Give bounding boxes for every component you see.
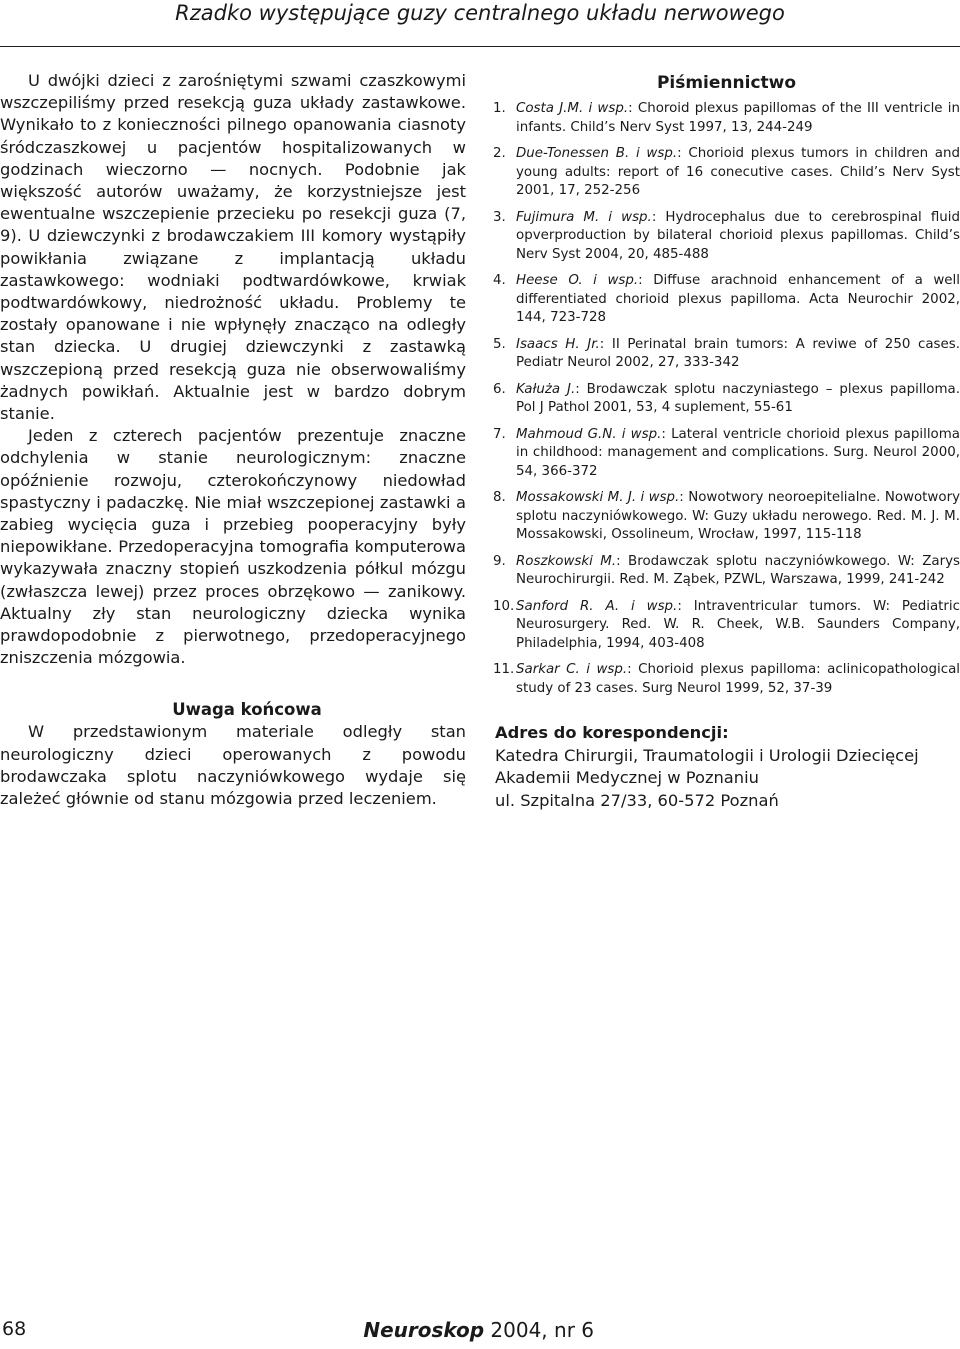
journal-footer — [363, 1318, 594, 1342]
address-line-3: ul. Szpitalna 27/33, 60-572 Poznań — [495, 790, 779, 810]
correspondence-address — [495, 722, 960, 812]
reference-item: 11. Sarkar C. i wsp.: Chorioid plexus papilloma: aclinicopathological study of 23 cases. Surg Neurol 1999, 52, 37-39 — [493, 662, 960, 696]
reference-item: 1. Costa J.M. i wsp.: Choroid plexus papillomas of the III ventricle in infants. Child’s Nerv Syst 1997, 13, 244-249 — [493, 101, 960, 135]
references-title: Piśmiennictwo — [656, 73, 797, 93]
left-column — [0, 70, 466, 810]
body-paragraph-1: U dwójki dzieci z zarośniętymi szwami czaszkowymi wszczepiliśmy przed resekcją guza układy zastawkowe. Wynikało to z konieczności pilnego opanowania ciasnoty śródczaszkowej u pacjentów hospitalizowanych w godzinach wieczorno — nocnych. Podobnie jak większość autorów uważamy, że korzystniejsze jest ewentualne wszczepienie przecieku po resekcji guza (7, 9). U dziewczynki z brodawczakiem III komory wystąpiły powikłania związane z implantacją układu zastawkowego: wodniaki podtwardówkowe, krwiak podtwardówkowy, niedrożność układu. Problemy te zostały opanowane i nie wpłynęły znacząco na odległy stan dziecka. U drugiej dziewczynki z zastawką wszczepioną przed resekcją guza nie obserwowaliśmy żadnych powikłań. Aktualnie jest w bardzo dobrym stanie. — [0, 71, 466, 424]
page-number: 68 — [2, 1318, 27, 1340]
conclusion-title: Uwaga końcowa — [172, 700, 322, 720]
running-head — [0, 0, 960, 47]
reference-item: 10. Sanford R. A. i wsp.: Intraventricular tumors. W: Pediatric Neurosurgery. Red. W. R. Cheek, W.B. Saunders Company, Philadelphia, 1994, 403-408 — [493, 598, 960, 651]
journal-name: Neuroskop — [363, 1318, 485, 1342]
address-line-1: Katedra Chirurgii, Traumatologii i Urologii Dziecięcej — [495, 745, 919, 765]
journal-issue: 2004, nr 6 — [484, 1318, 594, 1342]
reference-item: 3. Fujimura M. i wsp.: Hydrocephalus due to cerebrospinal fluid opverproduction by bilateral chorioid plexus papillomas. Child’s Nerv Syst 2004, 20, 485-488 — [493, 209, 960, 262]
reference-item: 5. Isaacs H. Jr.: II Perinatal brain tumors: A reviwe of 250 cases. Pediatr Neurol 2002, 27, 333-342 — [493, 336, 960, 370]
references-list — [493, 100, 960, 698]
reference-item: 4. Heese O. i wsp.: Diffuse arachnoid enhancement of a well differentiated chorioid plexus papilloma. Acta Neurochir 2002, 144, 723-728 — [493, 273, 960, 325]
conclusion-text: W przedstawionym materiale odległy stan neurologiczny dzieci operowanych z powodu brodawczaka splotu naczyniówkowego wydaje się zależeć głównie od stanu mózgowia przed leczeniem. — [0, 722, 466, 809]
reference-item: 7. Mahmoud G.N. i wsp.: Lateral ventricle chorioid plexus papilloma in childhood: management and complications. Surg. Neurol 2000, 54, 366-372 — [493, 426, 960, 479]
address-line-2: Akademii Medycznej w Poznaniu — [495, 768, 759, 788]
reference-item: 2. Due-Tonessen B. i wsp.: Chorioid plexus tumors in children and young adults: report of 16 conecutive cases. Child’s Nerv Syst 2001, 17, 252-256 — [493, 146, 960, 198]
reference-item: 8. Mossakowski M. J. i wsp.: Nowotwory neoroepitelialne. Nowotwory splotu naczyniówkowego. W: Guzy układu nerowego. Red. M. J. M. Mossakowski, Ossolineum, Wrocław, 1997, 115-118 — [493, 490, 960, 542]
reference-item: 9. Roszkowski M.: Brodawczak splotu naczyniówkowego. W: Zarys Neurochirurgii. Red. M. Ząbek, PZWL, Warszawa, 1999, 241-242 — [493, 553, 960, 587]
running-head-text: Rzadko występujące guzy centralnego układu nerwowego — [175, 1, 785, 25]
reference-item: 6. Kałuża J.: Brodawczak splotu naczyniastego – plexus papilloma. Pol J Pathol 2001, 53, 4 suplement, 55-61 — [493, 381, 960, 415]
address-title: Adres do korespondencji: — [495, 723, 729, 742]
body-paragraph-2: Jeden z czterech pacjentów prezentuje znaczne odchylenia w stanie neurologicznym: znaczne opóźnienie rozwoju, czterokończynowy niedowład spastyczny i padaczkę. Nie miał wszczepionej zastawki a zabieg wycięcia guza i przebieg pooperacyjny były niepowikłane. Przedoperacyjna tomografia komputerowa wykazywała znaczny stopień uszkodzenia półkul mózgu (zwłaszcza lewej) przez proces obrzękowo — zanikowy. Aktualny zły stan neurologiczny dziecka wynika prawdopodobnie z pierwotnego, przedoperacyjnego zniszczenia mózgowia. — [0, 426, 466, 668]
references-section — [493, 72, 960, 706]
